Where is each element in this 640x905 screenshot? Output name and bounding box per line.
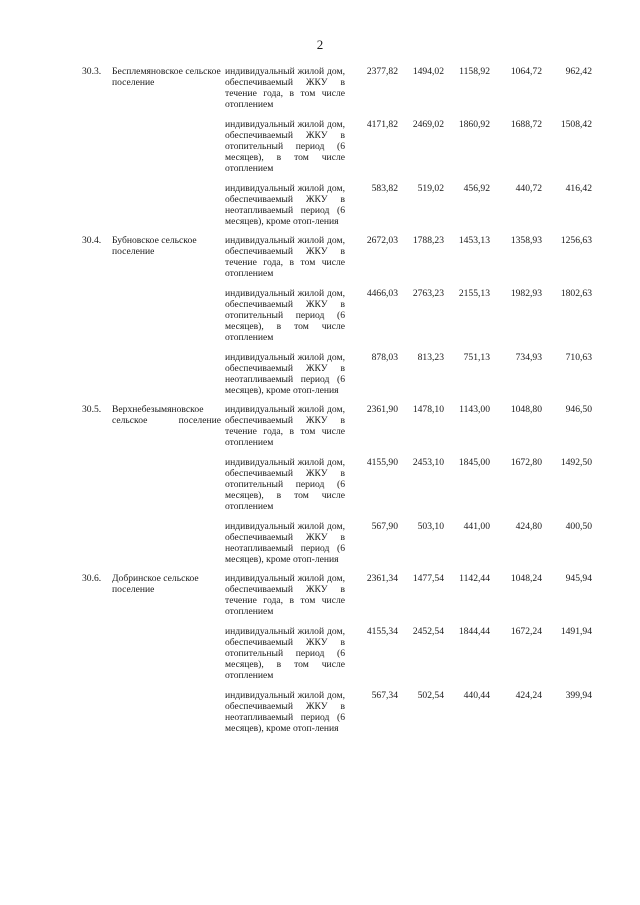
row-spacer-cell [82, 174, 592, 183]
settlement-name [112, 183, 225, 227]
tariff-value: 1064,72 [510, 66, 542, 77]
row-spacer [82, 565, 592, 573]
tariff-value: 1494,02 [412, 66, 444, 77]
housing-description: индивидуальный жилой дом, обеспечиваемый ЖКУ в отопительный период (6 месяцев), в том числе отоплением [225, 119, 345, 174]
row-number [82, 457, 112, 512]
table-row [82, 690, 592, 734]
tariff-value: 519,02 [417, 183, 444, 194]
tariff-value: 2469,02 [412, 119, 444, 130]
tariff-value: 456,92 [463, 183, 490, 194]
table-row [82, 404, 592, 448]
settlement-name: Добринское сельское поселение [112, 573, 199, 595]
row-spacer-cell [82, 110, 592, 119]
tariff-value: 567,90 [371, 521, 398, 532]
tariff-value: 962,42 [565, 66, 592, 77]
row-spacer-cell [82, 448, 592, 457]
row-spacer [82, 279, 592, 288]
settlement-name: Бубновское сельское поселение [112, 235, 197, 257]
settlement-name: Верхнебезымяновское сельское поселение [112, 404, 221, 426]
tariff-value: 416,42 [565, 183, 592, 194]
tariff-value: 1492,50 [560, 457, 592, 468]
table-row [82, 66, 592, 110]
tariff-value: 878,03 [371, 352, 398, 363]
housing-description: индивидуальный жилой дом, обеспечиваемый ЖКУ в неотапливаемый период (6 месяцев), кроме отоп-ления [225, 690, 345, 734]
tariff-value: 1788,23 [412, 235, 444, 246]
settlement-name [112, 457, 225, 512]
tariff-value: 2361,90 [366, 404, 398, 415]
tariff-value: 1802,63 [560, 288, 592, 299]
tariff-value: 1453,13 [458, 235, 490, 246]
tariff-value: 2452,54 [412, 626, 444, 637]
tariff-value: 1844,44 [458, 626, 490, 637]
tariff-value: 1982,93 [510, 288, 542, 299]
row-spacer-cell [82, 512, 592, 521]
tariff-value: 1845,00 [458, 457, 490, 468]
housing-description: индивидуальный жилой дом, обеспечиваемый ЖКУ в течение года, в том числе отоплением [225, 235, 345, 279]
row-spacer-cell [82, 396, 592, 404]
settlement-name [112, 352, 225, 396]
row-spacer [82, 343, 592, 352]
housing-description: индивидуальный жилой дом, обеспечиваемый ЖКУ в отопительный период (6 месяцев), в том числе отоплением [225, 626, 345, 681]
tariff-value: 2453,10 [412, 457, 444, 468]
table-row [82, 626, 592, 681]
tariff-value: 503,10 [417, 521, 444, 532]
tariff-value: 1477,54 [412, 573, 444, 584]
tariff-value: 1048,80 [510, 404, 542, 415]
tariff-value: 945,94 [565, 573, 592, 584]
housing-description: индивидуальный жилой дом, обеспечиваемый ЖКУ в течение года, в том числе отоплением [225, 404, 345, 448]
row-spacer-cell [82, 734, 592, 742]
tariff-value: 4466,03 [366, 288, 398, 299]
row-spacer-cell [82, 565, 592, 573]
tariff-value: 424,80 [515, 521, 542, 532]
row-spacer [82, 512, 592, 521]
tariff-value: 1143,00 [459, 404, 490, 415]
tariff-value: 734,93 [515, 352, 542, 363]
tariff-value: 1672,24 [510, 626, 542, 637]
housing-description: индивидуальный жилой дом, обеспечиваемый ЖКУ в отопительный период (6 месяцев), в том числе отоплением [225, 457, 345, 512]
table-row [82, 352, 592, 396]
row-spacer [82, 617, 592, 626]
tariff-value: 567,34 [371, 690, 398, 701]
tariff-value: 2377,82 [366, 66, 398, 77]
tariff-value: 1142,44 [459, 573, 490, 584]
settlement-name [112, 690, 225, 734]
settlement-name [112, 288, 225, 343]
table-row [82, 288, 592, 343]
tariff-value: 2672,03 [366, 235, 398, 246]
tariff-value: 1508,42 [560, 119, 592, 130]
tariff-value: 502,54 [417, 690, 444, 701]
tariff-value: 1478,10 [412, 404, 444, 415]
settlement-name [112, 119, 225, 174]
table-row [82, 573, 592, 617]
housing-description: индивидуальный жилой дом, обеспечиваемый ЖКУ в течение года, в том числе отоплением [225, 573, 345, 617]
row-number: 30.5. [82, 404, 102, 415]
row-spacer-cell [82, 279, 592, 288]
housing-description: индивидуальный жилой дом, обеспечиваемый ЖКУ в неотапливаемый период (6 месяцев), кроме отоп-ления [225, 521, 345, 565]
row-number [82, 521, 112, 565]
tariff-value: 1672,80 [510, 457, 542, 468]
tariff-value: 1256,63 [560, 235, 592, 246]
row-spacer-cell [82, 227, 592, 235]
tariff-value: 424,24 [515, 690, 542, 701]
tariff-value: 4171,82 [366, 119, 398, 130]
row-number: 30.4. [82, 235, 102, 246]
tariff-value: 946,50 [565, 404, 592, 415]
tariff-value: 4155,34 [366, 626, 398, 637]
table-row [82, 119, 592, 174]
housing-description: индивидуальный жилой дом, обеспечиваемый ЖКУ в течение года, в том числе отоплением [225, 66, 345, 110]
housing-description: индивидуальный жилой дом, обеспечиваемый ЖКУ в неотапливаемый период (6 месяцев), кроме отоп-ления [225, 352, 345, 396]
row-number: 30.3. [82, 66, 102, 77]
tariff-value: 1358,93 [510, 235, 542, 246]
tariff-value: 1048,24 [510, 573, 542, 584]
tariff-value: 710,63 [565, 352, 592, 363]
tariff-value: 2361,34 [366, 573, 398, 584]
tariff-value: 4155,90 [366, 457, 398, 468]
tariff-value: 440,44 [463, 690, 490, 701]
row-number [82, 690, 112, 734]
row-spacer [82, 448, 592, 457]
housing-description: индивидуальный жилой дом, обеспечиваемый ЖКУ в отопительный период (6 месяцев), в том числе отоплением [225, 288, 345, 343]
tariff-table [82, 66, 592, 742]
row-number [82, 183, 112, 227]
row-number [82, 352, 112, 396]
row-spacer [82, 681, 592, 690]
tariff-value: 1860,92 [458, 119, 490, 130]
row-number [82, 288, 112, 343]
row-number [82, 119, 112, 174]
row-spacer [82, 227, 592, 235]
row-spacer [82, 396, 592, 404]
table-row [82, 521, 592, 565]
row-number: 30.6. [82, 573, 102, 584]
table-body [82, 66, 592, 742]
row-spacer [82, 174, 592, 183]
tariff-value: 1491,94 [560, 626, 592, 637]
table-row [82, 183, 592, 227]
tariff-value: 2155,13 [458, 288, 490, 299]
row-number [82, 626, 112, 681]
tariff-value: 1158,92 [459, 66, 490, 77]
tariff-value: 440,72 [515, 183, 542, 194]
row-spacer [82, 734, 592, 742]
tariff-value: 399,94 [565, 690, 592, 701]
page-number: 2 [316, 37, 324, 52]
row-spacer-cell [82, 681, 592, 690]
tariff-value: 751,13 [463, 352, 490, 363]
settlement-name [112, 626, 225, 681]
settlement-name [112, 521, 225, 565]
housing-description: индивидуальный жилой дом, обеспечиваемый ЖКУ в неотапливаемый период (6 месяцев), кроме отоп-ления [225, 183, 345, 227]
tariff-value: 441,00 [463, 521, 490, 532]
settlement-name: Бесплемяновское сельское поселение [112, 66, 221, 88]
row-spacer [82, 110, 592, 119]
tariff-value: 400,50 [565, 521, 592, 532]
tariff-value: 2763,23 [412, 288, 444, 299]
table-row [82, 457, 592, 512]
row-spacer-cell [82, 343, 592, 352]
row-spacer-cell [82, 617, 592, 626]
table-row [82, 235, 592, 279]
tariff-value: 813,23 [417, 352, 444, 363]
tariff-value: 583,82 [371, 183, 398, 194]
tariff-value: 1688,72 [510, 119, 542, 130]
